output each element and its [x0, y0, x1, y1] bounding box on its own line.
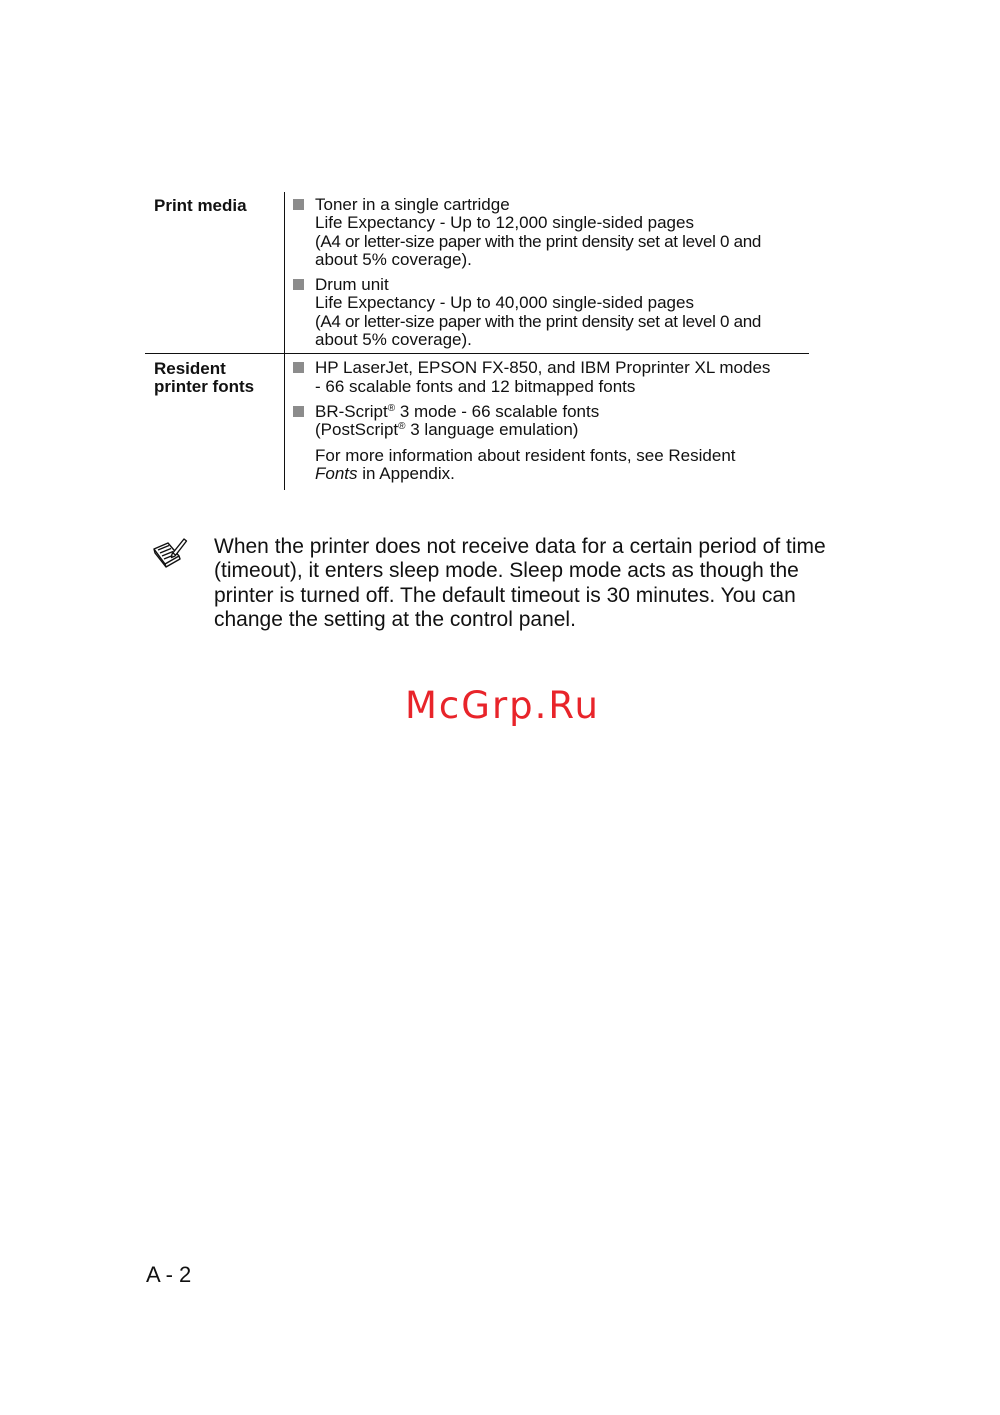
list-item-emulation-modes — [293, 359, 809, 396]
reference-line — [315, 465, 809, 483]
row-content — [284, 354, 809, 490]
resident-fonts-reference — [293, 447, 809, 484]
row-label — [145, 192, 284, 353]
list-item-line — [315, 421, 809, 439]
postscript-name: (PostScript — [315, 420, 399, 440]
note-text: When the printer does not receive data for a certain period of time (timeout), it enters sleep mode. Sleep mode acts as though the printer is turned off. The default timeout is 30 minutes. You can change the setting at the control panel. — [214, 535, 826, 631]
row-label-line: printer fonts — [154, 377, 255, 397]
list-item-line: - 66 scalable fonts and 12 bitmapped fonts — [315, 376, 636, 396]
row-content — [284, 192, 809, 353]
br-script-rest: 3 mode - 66 scalable fonts — [395, 401, 600, 421]
spec-row-print-media — [145, 192, 809, 354]
list-item-line: Toner in a single cartridge — [315, 195, 510, 214]
specifications-table — [145, 192, 809, 490]
spec-row-resident-fonts — [145, 354, 809, 490]
list-item-line: (A4 or letter-size paper with the print density set at level 0 and — [315, 311, 762, 331]
list-item-line — [315, 403, 809, 421]
list-item-line: about 5% coverage). — [315, 330, 472, 350]
list-item-br-script — [293, 403, 809, 440]
page-number: A - 2 — [146, 1262, 192, 1287]
registered-mark: ® — [387, 402, 396, 414]
reference-italic: Fonts — [315, 463, 358, 483]
square-bullet-icon — [293, 362, 304, 373]
row-label-line: Print media — [154, 196, 247, 215]
reference-line: For more information about resident fonts, see Resident — [315, 445, 736, 465]
square-bullet-icon — [293, 279, 304, 290]
square-bullet-icon — [293, 199, 304, 210]
list-item-line: (A4 or letter-size paper with the print density set at level 0 and — [315, 231, 762, 251]
note-pencil-icon — [152, 536, 188, 572]
list-item-line: Life Expectancy - Up to 40,000 single-sided pages — [315, 293, 694, 313]
postscript-rest: 3 language emulation) — [405, 420, 579, 440]
list-item-line: HP LaserJet, EPSON FX-850, and IBM Proprinter XL modes — [315, 358, 771, 378]
watermark-logo: McGrp.Ru — [405, 684, 600, 727]
list-item-toner — [293, 196, 809, 269]
list-item-drum — [293, 276, 809, 349]
row-label — [145, 354, 284, 490]
list-item-line: about 5% coverage). — [315, 249, 472, 269]
list-item-line: Drum unit — [315, 275, 389, 295]
row-label-line: Resident — [154, 359, 226, 379]
br-script-name: BR-Script — [315, 401, 388, 421]
registered-mark: ® — [398, 421, 406, 433]
square-bullet-icon — [293, 406, 304, 417]
reference-rest: in Appendix. — [357, 463, 455, 483]
list-item-line: Life Expectancy - Up to 12,000 single-sided pages — [315, 213, 694, 233]
